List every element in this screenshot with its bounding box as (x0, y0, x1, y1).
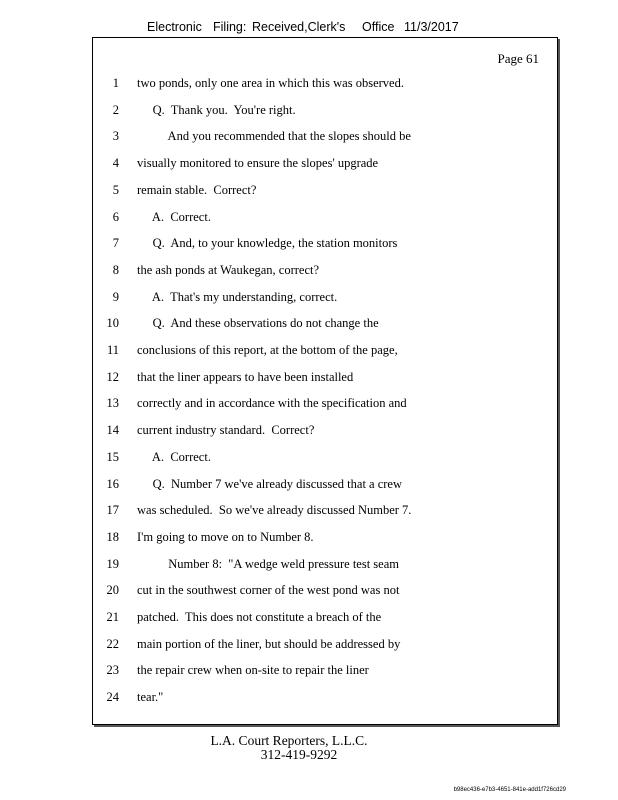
line-text: was scheduled. So we've already discussed Number 7. (137, 503, 412, 518)
footer-company: L.A. Court Reporters, L.L.C. (210, 733, 368, 748)
line-number: 16 (106, 476, 119, 491)
line-text: correctly and in accordance with the specification and (137, 396, 407, 411)
line-text: tear." (137, 690, 164, 705)
line-number: 3 (112, 129, 119, 144)
line-text: that the liner appears to have been installed (137, 369, 354, 384)
line-number: 9 (112, 289, 119, 304)
line-text: Q. And these observations do not change the (137, 316, 379, 331)
line-number: 12 (106, 369, 119, 384)
line-text: the ash ponds at Waukegan, correct? (137, 262, 320, 277)
line-number: 6 (112, 209, 119, 224)
line-text: Q. Thank you. You're right. (137, 102, 296, 117)
line-text: current industry standard. Correct? (137, 423, 315, 438)
line-number: 7 (112, 236, 119, 251)
line-number: 20 (106, 583, 119, 598)
line-text: I'm going to move on to Number 8. (137, 529, 314, 544)
line-text: And you recommended that the slopes should be (137, 129, 411, 144)
line-number: 23 (106, 663, 119, 678)
header-office: Office (362, 20, 395, 34)
line-number: 5 (112, 182, 119, 197)
line-text: the repair crew when on-site to repair the liner (137, 663, 369, 678)
line-text: A. That's my understanding, correct. (137, 289, 338, 304)
line-text: Number 8: "A wedge weld pressure test seam (137, 556, 399, 571)
line-text: two ponds, only one area in which this was observed. (137, 76, 404, 90)
line-number: 14 (106, 423, 119, 438)
line-number: 21 (106, 610, 119, 624)
line-number: 1 (112, 76, 119, 90)
footer-phone: 312-419-9292 (260, 747, 338, 762)
header-date: 11/3/2017 (404, 20, 459, 34)
line-text: patched. This does not constitute a breach of the (137, 610, 382, 624)
header-filing: Filing: (213, 20, 247, 34)
line-text: Q. And, to your knowledge, the station monitors (137, 236, 398, 251)
page-number: Page 61 (497, 51, 539, 66)
line-number: 13 (106, 396, 119, 411)
line-text: conclusions of this report, at the bottom of the page, (137, 343, 398, 357)
document-id: b98ec436-e7b3-4651-841e-add1f726cd29 (453, 787, 566, 793)
line-number: 19 (106, 556, 119, 571)
line-number: 17 (106, 503, 119, 518)
line-number: 4 (112, 156, 119, 171)
line-number: 11 (106, 343, 119, 357)
line-number: 2 (112, 102, 119, 117)
header-received: Received,Clerk's (252, 20, 346, 34)
transcript-page (92, 37, 558, 725)
line-text: A. Correct. (137, 209, 211, 224)
line-text: remain stable. Correct? (137, 182, 257, 197)
line-text: main portion of the liner, but should be addressed by (137, 636, 401, 651)
line-number: 18 (106, 529, 119, 544)
line-number: 15 (106, 449, 119, 464)
line-number: 24 (106, 690, 119, 705)
line-text: Q. Number 7 we've already discussed that a crew (137, 476, 403, 491)
line-text: cut in the southwest corner of the west pond was not (137, 583, 400, 598)
header-electronic: Electronic (147, 20, 202, 34)
line-text: visually monitored to ensure the slopes' upgrade (137, 156, 379, 171)
line-number: 22 (106, 636, 119, 651)
line-number: 10 (106, 316, 119, 331)
line-text: A. Correct. (137, 449, 211, 464)
line-number: 8 (112, 262, 119, 277)
